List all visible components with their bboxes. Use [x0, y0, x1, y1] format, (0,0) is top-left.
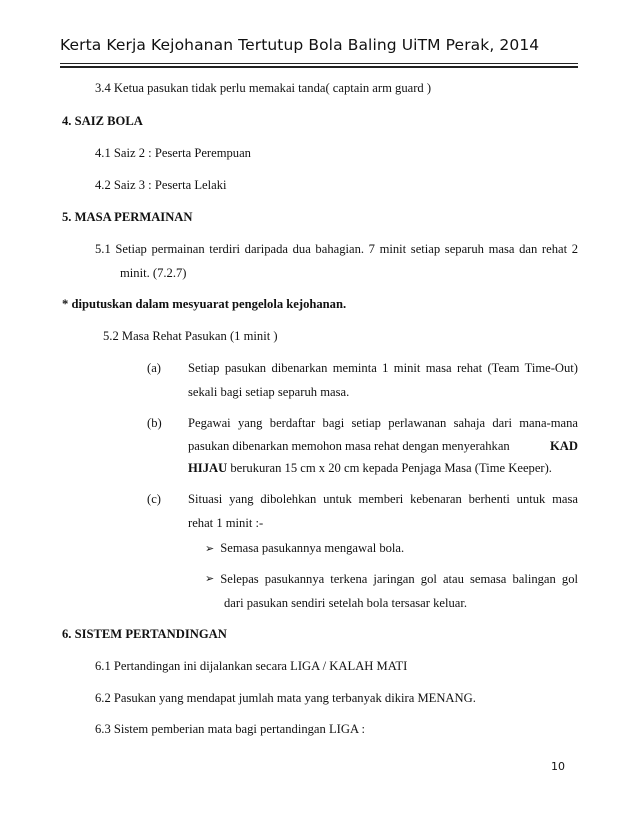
item-b-line1: Pegawai yang berdaftar bagi setiap perlawanan sahaja dari mana-mana [188, 416, 578, 430]
clause-6-2: 6.2 Pasukan yang mendapat jumlah mata yang terbanyak dikira MENANG. [95, 691, 476, 705]
page-header-title: Kerta Kerja Kejohanan Tertutup Bola Baling UiTM Perak, 2014 [60, 36, 540, 54]
bullet-item-1-text: Semasa pasukannya mengawal bola. [220, 541, 405, 555]
bullet-item-2-line1: Selepas pasukannya terkena jaringan gol atau semasa balingan gol [220, 572, 578, 586]
clause-3-4: 3.4 Ketua pasukan tidak perlu memakai tanda( captain arm guard ) [95, 81, 432, 95]
clause-5-1-line1: 5.1 Setiap permainan terdiri daripada dua bahagian. 7 minit setiap separuh masa dan rehat 2 [95, 242, 578, 256]
item-c-label: (c) [147, 492, 161, 506]
section-6-heading: 6. SISTEM PERTANDINGAN [62, 627, 227, 641]
item-b-hijau-bold: HIJAU [188, 461, 228, 475]
item-a-line1: Setiap pasukan dibenarkan meminta 1 minit masa rehat (Team Time-Out) [188, 361, 578, 375]
section-5-heading: 5. MASA PERMAINAN [62, 210, 193, 224]
page-number: 10 [551, 760, 565, 773]
item-a-line2: sekali bagi setiap separuh masa. [188, 385, 350, 399]
committee-note: * diputuskan dalam mesyuarat pengelola kejohanan. [62, 297, 347, 311]
item-b-line2-text: pasukan dibenarkan memohon masa rehat dengan menyerahkan [188, 439, 510, 453]
item-a-label: (a) [147, 361, 161, 375]
item-b-line2 [188, 438, 578, 454]
item-c-line1: Situasi yang dibolehkan untuk memberi kebenaran berhenti untuk masa [188, 492, 578, 506]
bullet-item-2 [205, 571, 578, 587]
arrow-bullet-icon: ➢ [205, 572, 215, 585]
arrow-bullet-icon: ➢ [205, 542, 215, 555]
item-c-line2: rehat 1 minit :- [188, 516, 264, 530]
item-b-line3 [188, 460, 552, 476]
clause-6-1: 6.1 Pertandingan ini dijalankan secara LIGA / KALAH MATI [95, 659, 408, 673]
header-rule-thick [60, 66, 578, 68]
clause-4-1: 4.1 Saiz 2 : Peserta Perempuan [95, 146, 251, 160]
item-b-label: (b) [147, 416, 162, 430]
item-b-line3-text: berukuran 15 cm x 20 cm kepada Penjaga Masa (Time Keeper). [227, 461, 552, 475]
section-4-heading: 4. SAIZ BOLA [62, 114, 143, 128]
bullet-item-2-line2: dari pasukan sendiri setelah bola tersasar keluar. [224, 596, 468, 610]
clause-5-1-line2: minit. (7.2.7) [120, 266, 187, 280]
clause-6-3: 6.3 Sistem pemberian mata bagi pertandingan LIGA : [95, 722, 365, 736]
clause-4-2: 4.2 Saiz 3 : Peserta Lelaki [95, 178, 227, 192]
clause-5-2: 5.2 Masa Rehat Pasukan (1 minit ) [103, 329, 278, 343]
bullet-item-1 [205, 540, 404, 557]
item-b-kad-bold: KAD [550, 439, 578, 453]
header-rule-thin [60, 63, 578, 64]
